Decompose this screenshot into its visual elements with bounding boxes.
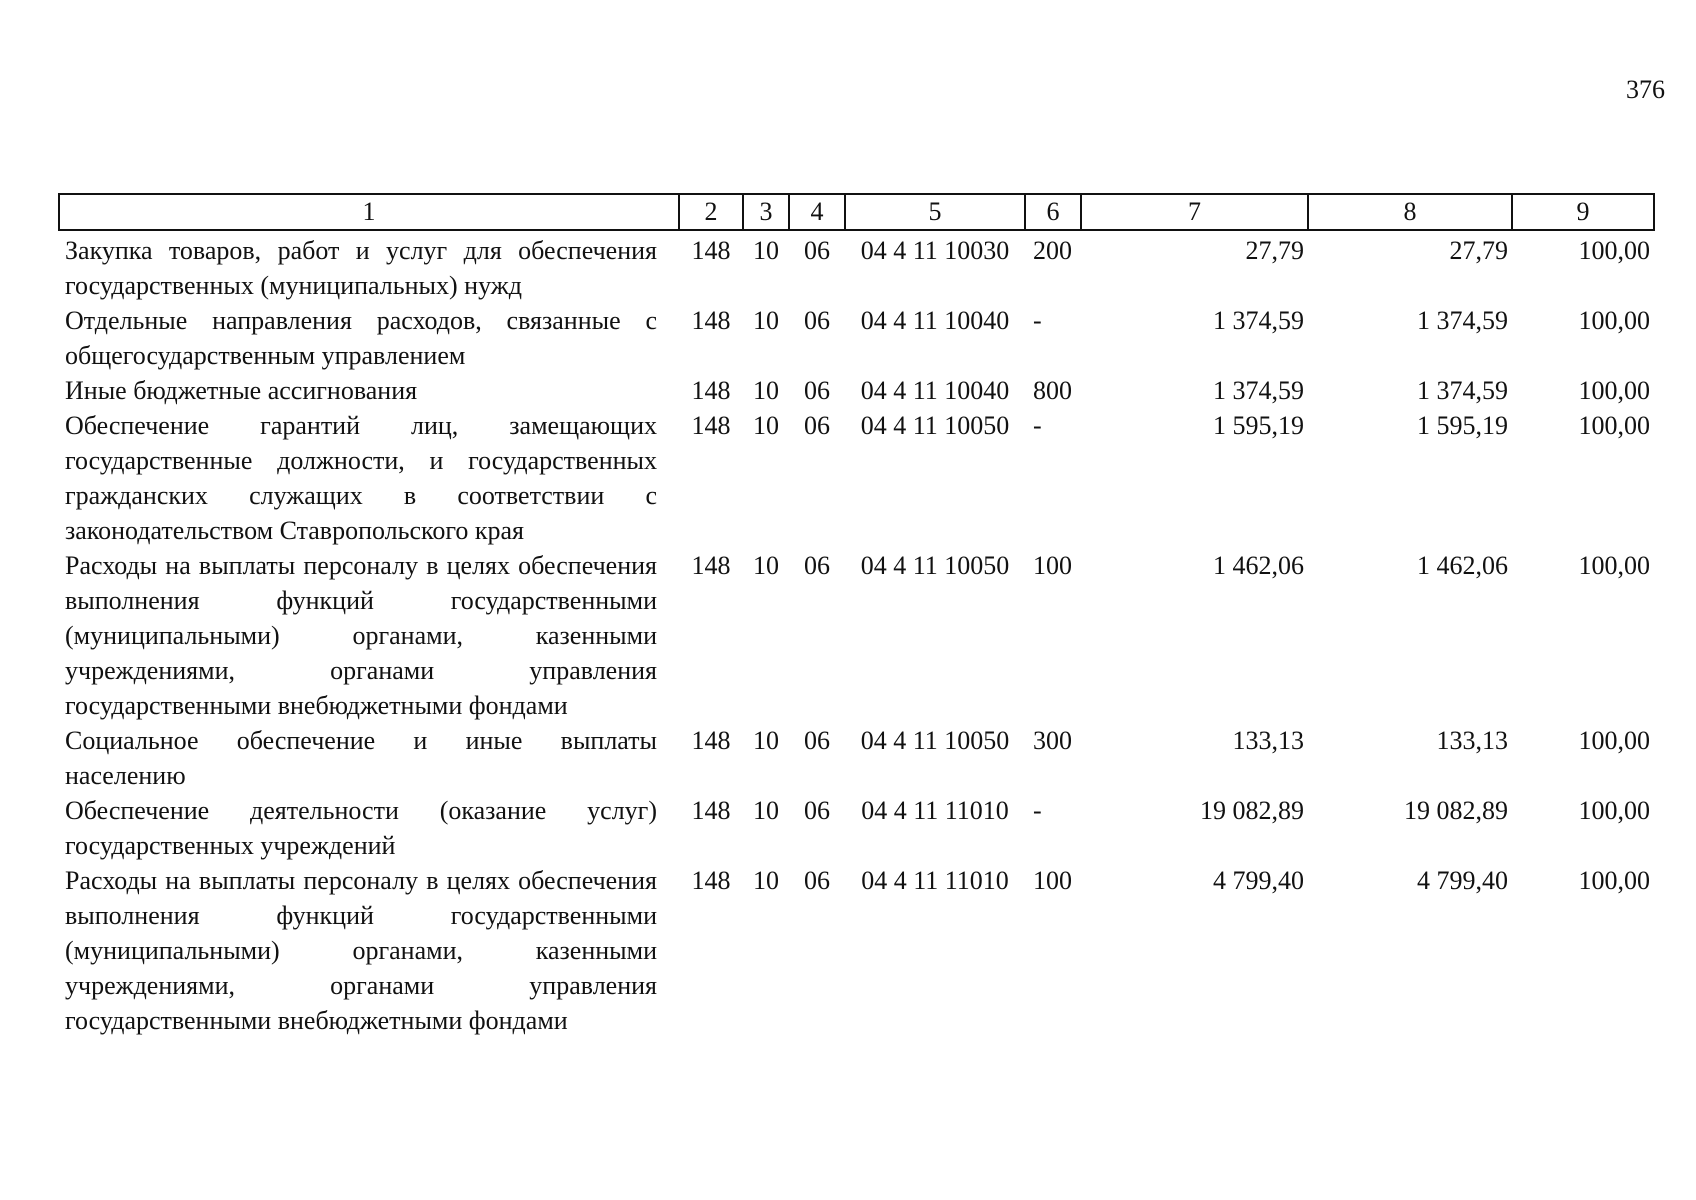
target-article-code: 04 4 11 10030 (860, 236, 1010, 265)
target-article-code: 04 4 11 10040 (860, 306, 1010, 335)
table-row (59, 548, 1654, 723)
ministry-code: 148 (691, 796, 731, 825)
expense-name: Иные бюджетные ассигнования (65, 376, 418, 405)
ministry-code: 148 (691, 866, 731, 895)
expense-type-code: - (1033, 796, 1042, 825)
header-cell-6: 6 (1025, 194, 1081, 230)
section-code: 10 (753, 236, 779, 265)
amount-executed: 1 595,19 (1417, 411, 1508, 440)
target-article-code: 04 4 11 10050 (860, 411, 1010, 440)
header-cell-7: 7 (1081, 194, 1308, 230)
expense-name: Отдельные направления расходов, связанные с общегосударственным управлением (65, 306, 657, 370)
ministry-code: 148 (691, 236, 731, 265)
amount-planned: 1 374,59 (1213, 306, 1304, 335)
section-code: 10 (753, 866, 779, 895)
header-cell-3: 3 (743, 194, 789, 230)
table-row (59, 863, 1654, 1038)
amount-planned: 1 595,19 (1213, 411, 1304, 440)
amount-planned: 19 082,89 (1200, 796, 1304, 825)
subsection-code: 06 (804, 866, 830, 895)
expense-name: Расходы на выплаты персоналу в целях обеспечения выполнения функций государственными (муниципальными) органами, казенными учреждениями, органами управления государственными внебюджетными фондами (65, 866, 657, 1035)
header-cell-8: 8 (1308, 194, 1512, 230)
header-row (59, 194, 1654, 230)
expense-type-code: 200 (1033, 236, 1072, 265)
table-row (59, 230, 1654, 303)
target-article-code: 04 4 11 10050 (860, 551, 1010, 580)
execution-percent: 100,00 (1578, 411, 1650, 440)
execution-percent: 100,00 (1578, 796, 1650, 825)
execution-percent: 100,00 (1578, 306, 1650, 335)
ministry-code: 148 (691, 411, 731, 440)
table-row (59, 723, 1654, 793)
amount-planned: 1 462,06 (1213, 551, 1304, 580)
target-article-code: 04 4 11 11010 (861, 796, 1009, 825)
execution-percent: 100,00 (1578, 866, 1650, 895)
header-cell-9: 9 (1512, 194, 1654, 230)
amount-executed: 27,79 (1449, 236, 1508, 265)
amount-planned: 133,13 (1232, 726, 1304, 755)
page-number: 376 (1626, 75, 1665, 104)
section-code: 10 (753, 411, 779, 440)
section-code: 10 (753, 726, 779, 755)
amount-executed: 4 799,40 (1417, 866, 1508, 895)
expense-type-code: 300 (1033, 726, 1072, 755)
execution-percent: 100,00 (1578, 236, 1650, 265)
amount-planned: 27,79 (1245, 236, 1304, 265)
expense-name: Закупка товаров, работ и услуг для обеспечения государственных (муниципальных) нужд (65, 236, 657, 300)
subsection-code: 06 (804, 551, 830, 580)
table-row (59, 373, 1654, 408)
expense-type-code: - (1033, 411, 1042, 440)
table-row (59, 793, 1654, 863)
section-code: 10 (753, 796, 779, 825)
header-cell-1: 1 (59, 194, 679, 230)
subsection-code: 06 (804, 796, 830, 825)
section-code: 10 (753, 306, 779, 335)
amount-planned: 4 799,40 (1213, 866, 1304, 895)
expense-type-code: - (1033, 306, 1042, 335)
execution-percent: 100,00 (1578, 726, 1650, 755)
subsection-code: 06 (804, 411, 830, 440)
expense-name: Обеспечение гарантий лиц, замещающих государственные должности, и государственных гражданских служащих в соответствии с законодательством Ставропольского края (65, 411, 657, 545)
amount-executed: 19 082,89 (1404, 796, 1508, 825)
header-cell-2: 2 (679, 194, 743, 230)
section-code: 10 (753, 376, 779, 405)
header-cell-4: 4 (789, 194, 845, 230)
subsection-code: 06 (804, 376, 830, 405)
amount-planned: 1 374,59 (1213, 376, 1304, 405)
amount-executed: 1 462,06 (1417, 551, 1508, 580)
target-article-code: 04 4 11 10040 (860, 376, 1010, 405)
amount-executed: 1 374,59 (1417, 376, 1508, 405)
subsection-code: 06 (804, 306, 830, 335)
amount-executed: 1 374,59 (1417, 306, 1508, 335)
budget-table (58, 193, 1655, 1038)
ministry-code: 148 (691, 376, 731, 405)
execution-percent: 100,00 (1578, 551, 1650, 580)
section-code: 10 (753, 551, 779, 580)
table-row (59, 408, 1654, 548)
subsection-code: 06 (804, 726, 830, 755)
expense-name: Обеспечение деятельности (оказание услуг) государственных учреждений (65, 796, 657, 860)
execution-percent: 100,00 (1578, 376, 1650, 405)
ministry-code: 148 (691, 306, 731, 335)
table-row (59, 303, 1654, 373)
ministry-code: 148 (691, 551, 731, 580)
amount-executed: 133,13 (1436, 726, 1508, 755)
expense-name: Социальное обеспечение и иные выплаты населению (65, 726, 657, 790)
expense-type-code: 100 (1033, 551, 1072, 580)
ministry-code: 148 (691, 726, 731, 755)
target-article-code: 04 4 11 11010 (861, 866, 1009, 895)
target-article-code: 04 4 11 10050 (860, 726, 1010, 755)
header-cell-5: 5 (845, 194, 1025, 230)
expense-name: Расходы на выплаты персоналу в целях обеспечения выполнения функций государственными (муниципальными) органами, казенными учреждениями, органами управления государственными внебюджетными фондами (65, 551, 657, 720)
subsection-code: 06 (804, 236, 830, 265)
expense-type-code: 100 (1033, 866, 1072, 895)
expense-type-code: 800 (1033, 376, 1072, 405)
